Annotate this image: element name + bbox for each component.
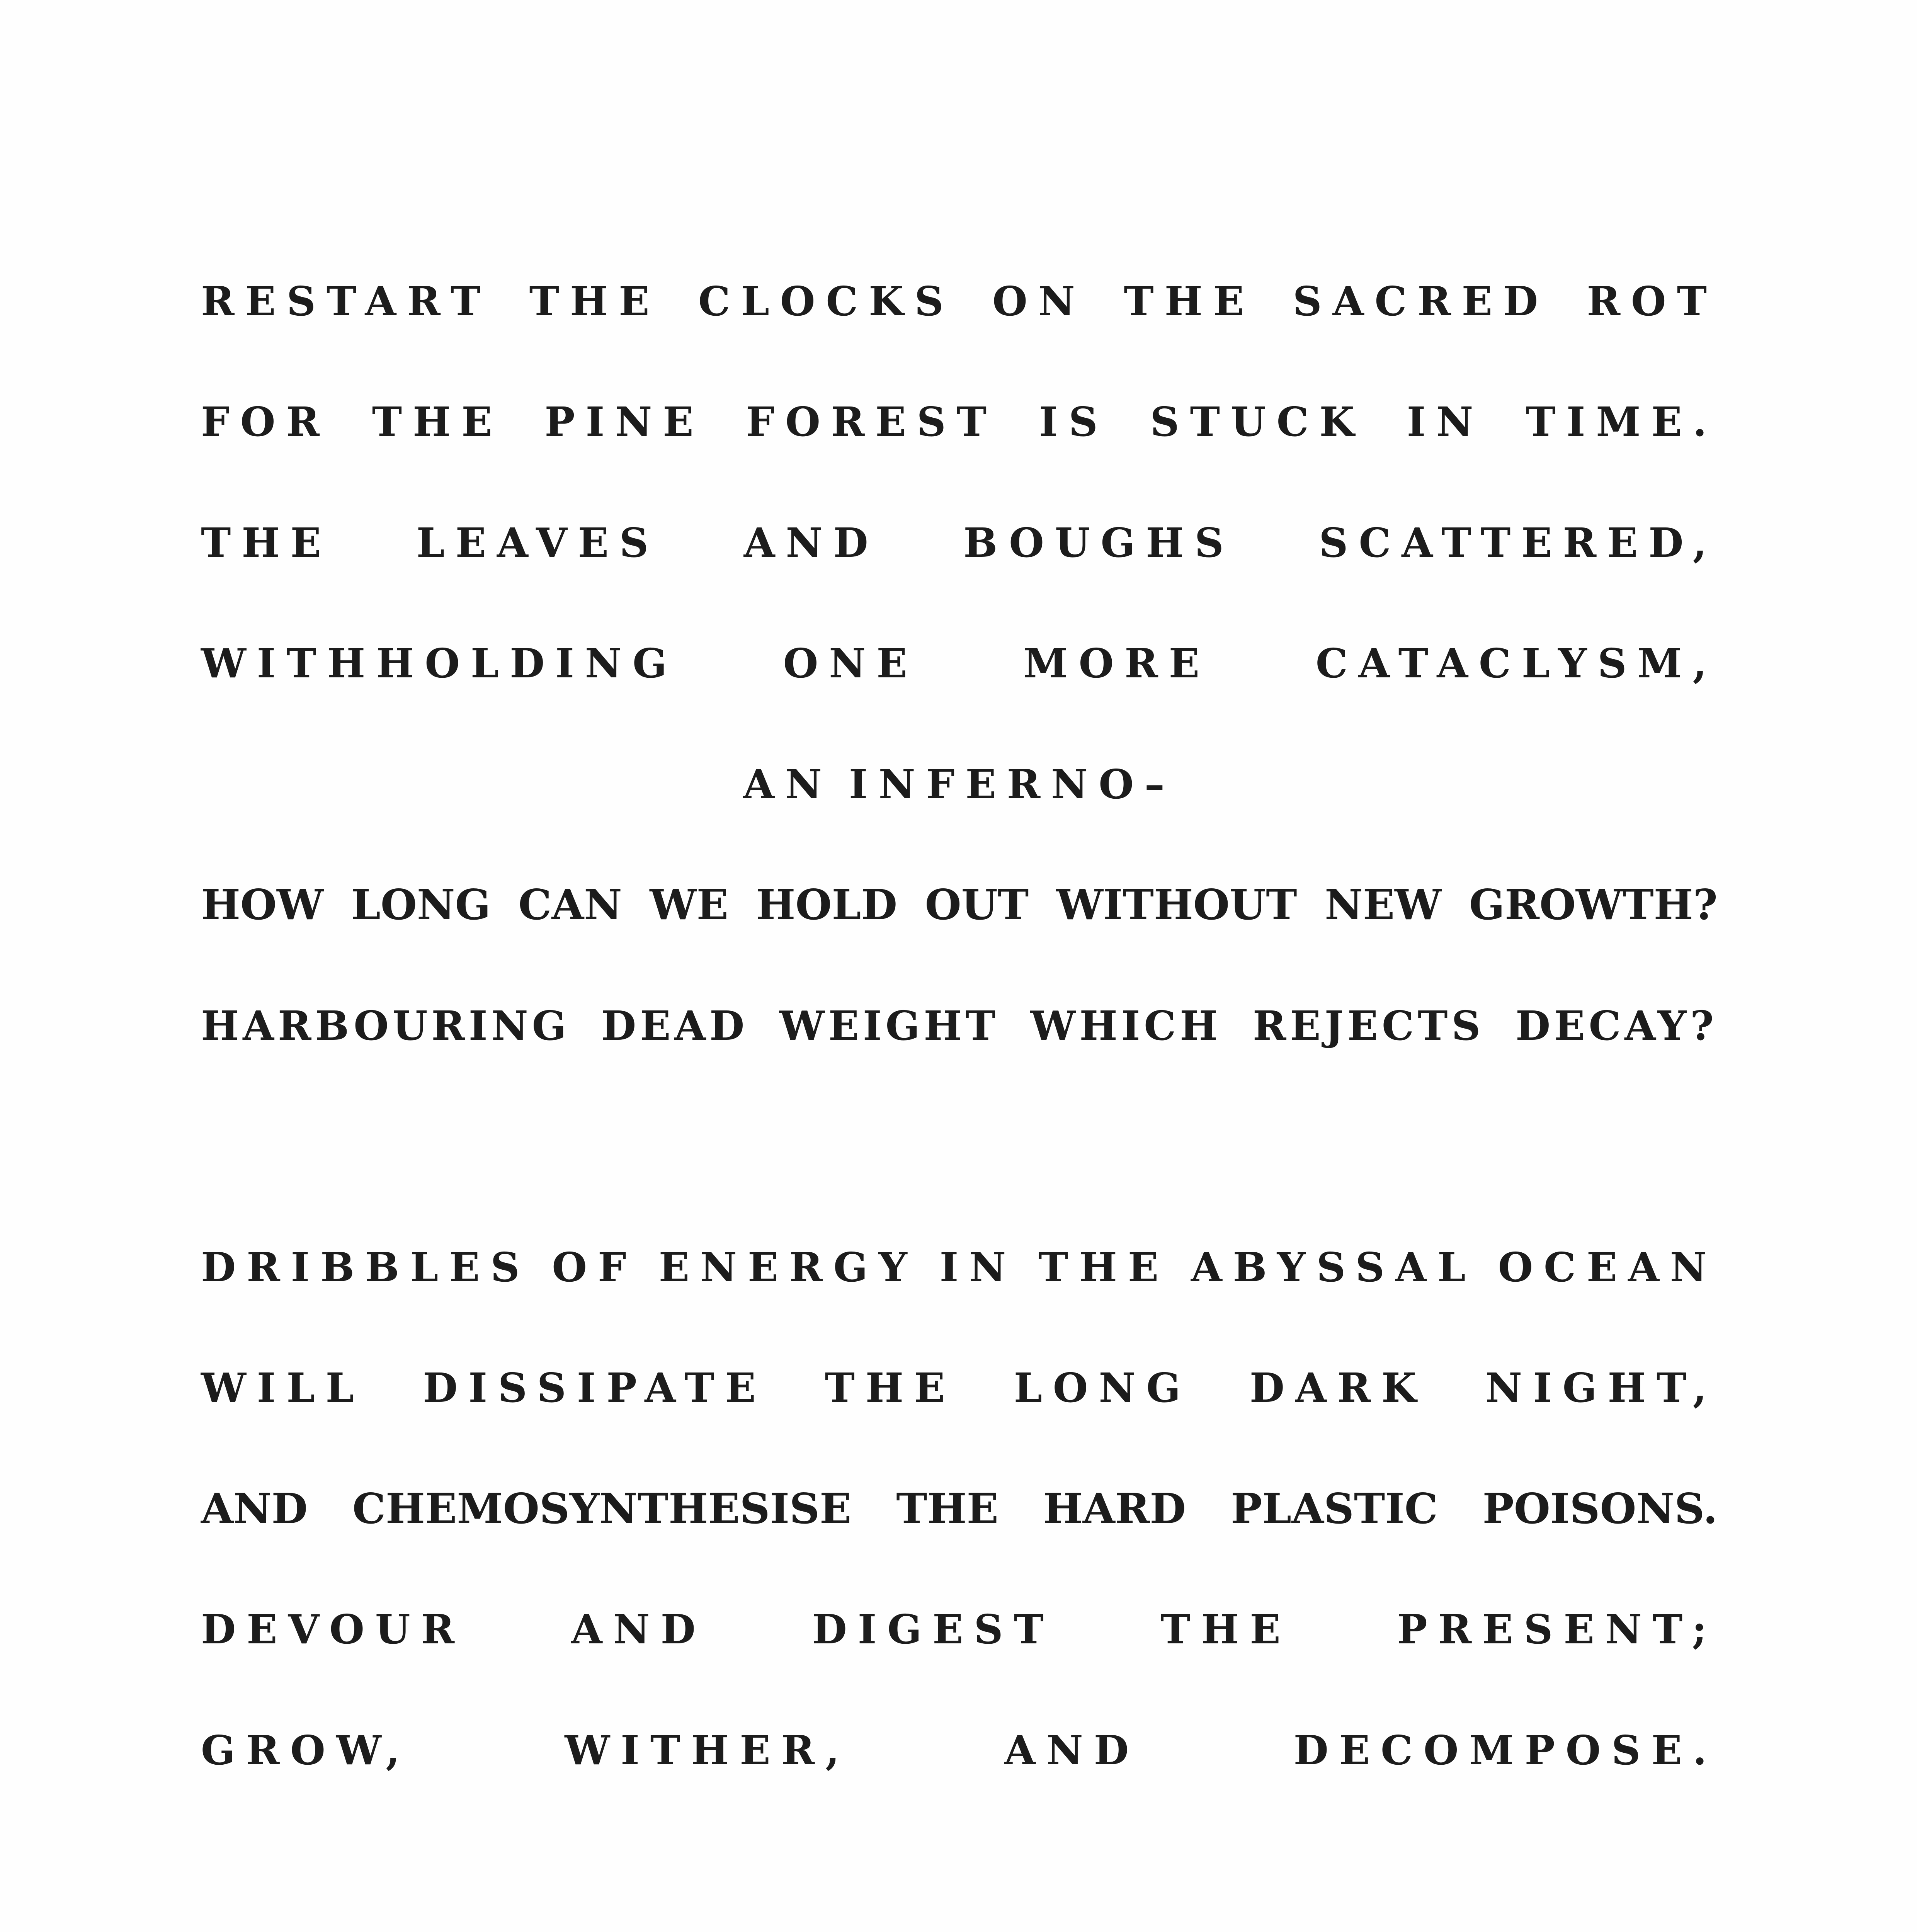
poem-line — [201, 633, 1718, 694]
word: RESTART — [201, 277, 492, 325]
word: THE — [1038, 1243, 1170, 1291]
word: IN — [1407, 398, 1484, 446]
word: WHICH — [1030, 1002, 1222, 1049]
word: WE — [650, 881, 728, 929]
poem-line — [201, 1719, 1718, 1781]
word: THE — [201, 519, 332, 566]
word: PLASTIC — [1230, 1485, 1438, 1533]
word: SCATTERED, — [1319, 519, 1718, 566]
word: TIME. — [1526, 398, 1718, 446]
word: AND — [571, 1605, 706, 1653]
word: DECAY? — [1516, 1002, 1718, 1049]
word: CHEMOSYNTHESISE — [352, 1485, 852, 1533]
word: WEIGHT — [779, 1002, 1000, 1049]
poem-line — [201, 391, 1718, 453]
word: THE — [372, 398, 503, 446]
poem-line — [201, 995, 1718, 1057]
word: ON — [992, 277, 1086, 325]
poem-line — [201, 1236, 1718, 1298]
word: BOUGHS — [963, 519, 1235, 566]
word: PRESENT; — [1397, 1605, 1718, 1653]
poem-line — [201, 512, 1718, 574]
word: IN — [939, 1243, 1017, 1291]
word: POISONS. — [1482, 1485, 1718, 1533]
word: DRIBBLES — [201, 1243, 531, 1291]
word: DECOMPOSE. — [1293, 1726, 1718, 1774]
word: FOR — [201, 398, 330, 446]
word: REJECTS — [1253, 1002, 1485, 1049]
word: DEAD — [601, 1002, 748, 1049]
word: NEW — [1325, 881, 1442, 929]
word: SACRED — [1293, 277, 1549, 325]
word: WILL — [201, 1364, 365, 1412]
word: NIGHT, — [1485, 1364, 1718, 1412]
word: GROWTH? — [1469, 881, 1718, 929]
word: GROW, — [201, 1726, 411, 1774]
poem-line — [201, 753, 1718, 815]
word: THE — [825, 1364, 956, 1412]
word: HARBOURING — [201, 1002, 570, 1049]
word: CAN — [518, 881, 622, 929]
word: HARD — [1043, 1485, 1186, 1533]
word: CATACLYSM, — [1315, 639, 1718, 687]
word: HOW — [201, 881, 324, 929]
word: WITHHOLDING — [201, 639, 678, 687]
word: AND — [1004, 1726, 1140, 1774]
word: AN — [743, 760, 833, 808]
word: MORE — [1023, 639, 1210, 687]
word: WITHOUT — [1056, 881, 1297, 929]
word: ABYSSAL — [1191, 1243, 1476, 1291]
word: HOLD — [756, 881, 898, 929]
word: ONE — [783, 639, 918, 687]
word: LEAVES — [416, 519, 660, 566]
word: INFERNO– — [849, 760, 1175, 808]
poem-line — [201, 1357, 1718, 1419]
poem-line — [201, 1599, 1718, 1660]
word: DARK — [1249, 1364, 1427, 1412]
word: THE — [1124, 277, 1255, 325]
word: DIGEST — [812, 1605, 1055, 1653]
word: AND — [743, 519, 879, 566]
word: THE — [1160, 1605, 1291, 1653]
word: LONG — [351, 881, 491, 929]
word: ENERGY — [658, 1243, 918, 1291]
word: DEVOUR — [201, 1605, 466, 1653]
word: OUT — [925, 881, 1029, 929]
word: AND — [201, 1485, 308, 1533]
word: CLOCKS — [698, 277, 954, 325]
poem-line — [201, 270, 1718, 332]
word: THE — [896, 1485, 998, 1533]
word: STUCK — [1150, 398, 1365, 446]
poem-line — [201, 874, 1718, 936]
word: PINE — [544, 398, 704, 446]
word: ROT — [1587, 277, 1718, 325]
word: OF — [552, 1243, 637, 1291]
word: WITHER, — [565, 1726, 850, 1774]
word: DISSIPATE — [423, 1364, 767, 1412]
word: OCEAN — [1498, 1243, 1718, 1291]
poem-line — [201, 1478, 1718, 1540]
word: THE — [529, 277, 660, 325]
word: IS — [1039, 398, 1109, 446]
word: FOREST — [746, 398, 998, 446]
word: LONG — [1014, 1364, 1192, 1412]
